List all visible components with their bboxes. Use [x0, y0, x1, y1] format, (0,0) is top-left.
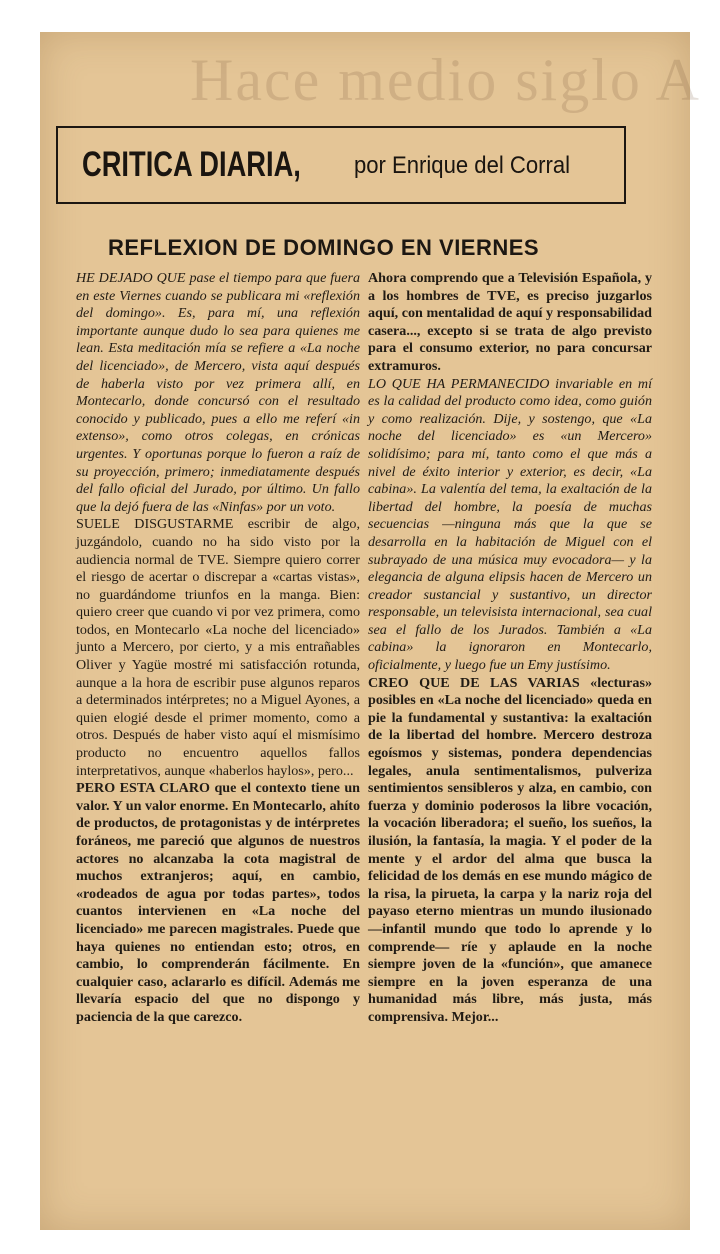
article-column-right [368, 270, 652, 1027]
paragraph: CREO QUE DE LAS VARIAS «lecturas» posibles en «La noche del licenciado» queda en pie la fundamental y sustantiva: la exaltación de la libertad del hombre. Mercero destroza egoísmos y sistemas, pondera dependencias legales, anula sentimentalismos, pulveriza sentimientos sensibleros y alza, en cambio, con fuerza y dominio poderosos la libre vocación, la vocación liberadora; el sueño, los sueños, la ilusión, la fantasía, la magia. Y el poder de la mente y el ardor del alma que busca la felicidad de los demás en ese mundo mágico de la risa, la pirueta, la carpa y la nariz roja del payaso eterno mientras un mundo ilusionado —infantil mundo que todo lo aprende y lo comprende— ríe y aplaude en la noche siempre joven de la «función», que amanece siempre en la joven esperanza de una humanidad más libre, más justa, más comprensiva. Mejor... [368, 674, 652, 1025]
paragraph: HE DEJADO QUE pase el tiempo para que fuera en este Viernes cuando se publicara mi «reflexión del domingo». Es, para mí, una reflexión importante aunque dudo lo sea para quienes me lean. Esta meditación mía se refiere a «La noche del licenciado», de Mercero, vista aquí después de haberla visto por vez primera allí, en Montecarlo, donde concursó con el resultado conocido y publicado, pues a ello me referí «in extenso», como otros colegas, en crónicas urgentes. Y oportunas porque lo fueron a raíz de su proyección, primero; inmediatamente después del fallo oficial del Jurado, por último. Un fallo que la dejó fuera de las «Ninfas» por un voto. [76, 270, 360, 515]
bleed-through-text: Hace medio siglo A [190, 47, 701, 113]
article-column-left [76, 270, 360, 1027]
paragraph: SUELE DISGUSTARME escribir de algo, juzgándolo, cuando no ha sido visto por la audiencia normal de TVE. Siempre quiero correr el riesgo de acertar o discrepar a «cartas vistas», no guardándome triunfos en la manga. Bien: quiero creer que cuando vi por vez primera, como todos, en Montecarlo «La noche del licenciado» junto a Mercero, por cierto, y a mis entrañables Oliver y Yagüe mostré mi satisfacción rotunda, aunque a la hora de escribir puse algunos reparos a determinados intérpretes; no a Miguel Ayones, a quien elogié desde el primer momento, como a otros. Después de haber visto aquí el mismísimo producto no encuentro aquellos fallos interpretativos, aunque «haberlos haylos», pero... [76, 516, 360, 779]
column-masthead-box [56, 126, 626, 204]
paragraph: Ahora comprendo que a Televisión Española, y a los hombres de TVE, es preciso juzgarlos aquí, con mentalidad de aquí y responsabilidad casera..., excepto si se trata de algo previsto para el consumo exterior, no para concursar extramuros. [368, 270, 652, 374]
newspaper-clipping [40, 32, 701, 1230]
article-headline: REFLEXION DE DOMINGO EN VIERNES [108, 235, 540, 260]
paragraph: PERO ESTA CLARO que el contexto tiene un valor. Y un valor enorme. En Montecarlo, ahíto de productos, de protagonistas y de intérpretes foráneos, me pareció que algunos de nuestros actores no alcanzaba la cota magistral de muchos extranjeros; aquí, en cambio, «rodeados de agua por todas partes», todos cuantos intervienen en «La noche del licenciado» me parecen magistrales. Puede que haya quienes no entiendan esto; otros, en cambio, lo comprenderán fácilmente. En cualquier caso, aclararlo es difícil. Además me llevaría espacio del que no dispongo y paciencia de la que carezco. [76, 780, 360, 1025]
column-title: CRITICA DIARIA, [82, 145, 301, 184]
paragraph: LO QUE HA PERMANECIDO invariable en mí es la calidad del producto como idea, como guión y como realización. Dije, y sostengo, que «La noche del licenciado» es «un Mercero» solidísimo; para mí, tanto como el que más a nivel de éxito interior y exterior, es decir, «La cabina». La valentía del tema, la exaltación de la libertad del hombre, la poesía de muchas secuencias —ninguna más que la que se desarrolla en la habitación de Miguel con el subrayado de una música muy evocadora— y la elegancia de alguna elipsis hacen de Mercero un creador sustancial y sustantivo, un director responsable, un televisista internacional, sea cual sea el fallo de los Jurados. También a «La cabina» la ignoraron en Montecarlo, oficialmente, y luego fue un Emy justísimo. [368, 375, 652, 674]
author-byline: por Enrique del Corral [354, 152, 571, 179]
